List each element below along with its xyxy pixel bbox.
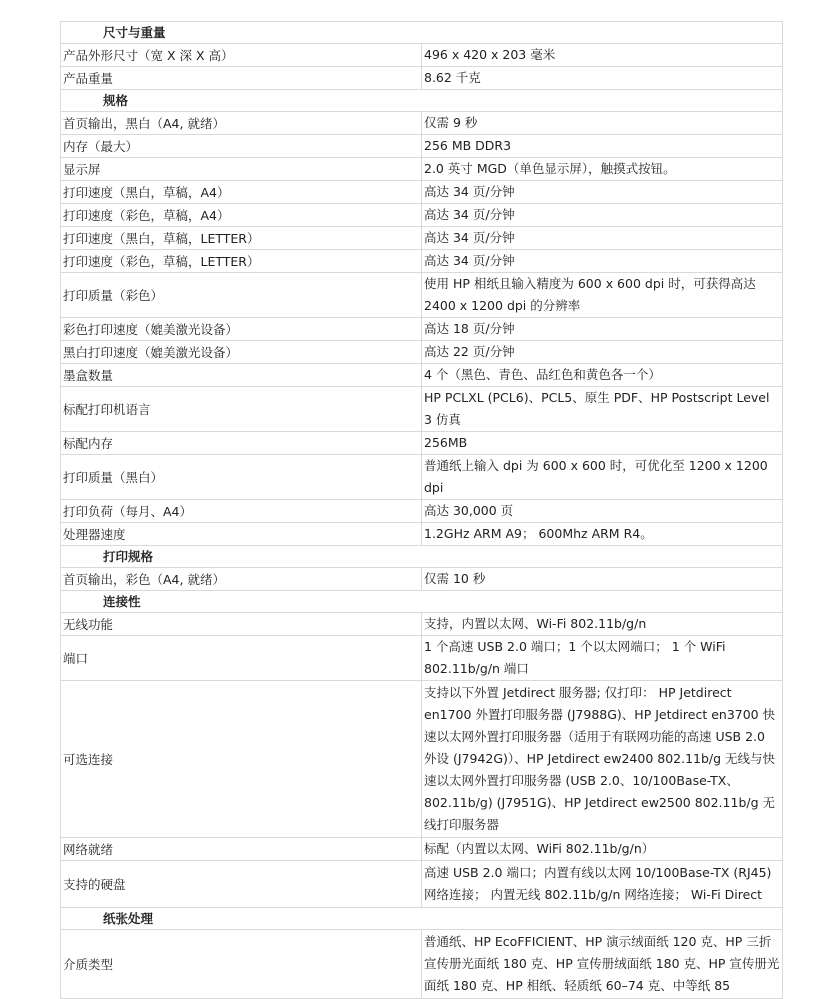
- spec-label: 打印速度（黑白，草稿，LETTER）: [61, 227, 422, 250]
- spec-value: 256MB: [422, 432, 783, 455]
- spec-row: [61, 158, 783, 181]
- spec-value: 1.2GHz ARM A9； 600Mhz ARM R4。: [422, 523, 783, 546]
- spec-row: [61, 341, 783, 364]
- spec-row: [61, 135, 783, 158]
- spec-value: 高达 22 页/分钟: [422, 341, 783, 364]
- spec-label: 可选连接: [61, 681, 422, 838]
- spec-row: [61, 387, 783, 432]
- spec-value: 标配（内置以太网、WiFi 802.11b/g/n）: [422, 838, 783, 861]
- spec-row: [61, 636, 783, 681]
- spec-label: 墨盒数量: [61, 364, 422, 387]
- spec-label: 打印速度（黑白，草稿，A4）: [61, 181, 422, 204]
- spec-value: 高达 34 页/分钟: [422, 250, 783, 273]
- spec-value: HP PCLXL (PCL6)、PCL5、原生 PDF、HP Postscript Level 3 仿真: [422, 387, 783, 432]
- spec-value: 支持以下外置 Jetdirect 服务器; 仅打印： HP Jetdirect en1700 外置打印服务器 (J7988G)、HP Jetdirect en3700 快速以太网外置打印服务器（适用于有联网功能的高速 USB 2.0 外设 (J7942G)）、HP Jetdirect ew2400 802.11b/g 无线与快速以太网外置打印服务器 (USB 2.0、10/100Base-TX、802.11b/g) (J7951G)、HP Jetdirect ew2500 802.11b/g 无线打印服务器: [422, 681, 783, 838]
- spec-row: [61, 67, 783, 90]
- spec-label: 黑白打印速度（媲美激光设备）: [61, 341, 422, 364]
- spec-label: 打印速度（彩色，草稿，A4）: [61, 204, 422, 227]
- spec-row: [61, 318, 783, 341]
- section-header-row: [61, 546, 783, 568]
- spec-row: [61, 250, 783, 273]
- spec-value: 496 x 420 x 203 毫米: [422, 44, 783, 67]
- spec-row: [61, 204, 783, 227]
- spec-label: 标配内存: [61, 432, 422, 455]
- spec-value: 高达 30,000 页: [422, 500, 783, 523]
- section-title: 打印规格: [61, 546, 783, 568]
- spec-label: 打印负荷（每月、A4）: [61, 500, 422, 523]
- section-header-row: [61, 90, 783, 112]
- section-title: 规格: [61, 90, 783, 112]
- spec-value: 高达 18 页/分钟: [422, 318, 783, 341]
- spec-value: 仅需 9 秒: [422, 112, 783, 135]
- spec-label: 产品外形尺寸（宽 X 深 X 高）: [61, 44, 422, 67]
- spec-label: 产品重量: [61, 67, 422, 90]
- spec-row: [61, 273, 783, 318]
- spec-label: 介质类型: [61, 930, 422, 999]
- spec-value: 仅需 10 秒: [422, 568, 783, 591]
- spec-value: 8.62 千克: [422, 67, 783, 90]
- spec-label: 首页输出，黑白（A4, 就绪）: [61, 112, 422, 135]
- spec-value: 普通纸、HP EcoFFICIENT、HP 演示绒面纸 120 克、HP 三折宣传册光面纸 180 克、HP 宣传册绒面纸 180 克、HP 宣传册光面纸 180 克、HP 相纸、轻质纸 60–74 克、中等纸 85: [422, 930, 783, 999]
- section-title: 连接性: [61, 591, 783, 613]
- spec-label: 打印速度（彩色，草稿，LETTER）: [61, 250, 422, 273]
- spec-value: 2.0 英寸 MGD（单色显示屏），触摸式按钮。: [422, 158, 783, 181]
- spec-label: 标配打印机语言: [61, 387, 422, 432]
- spec-row: [61, 112, 783, 135]
- section-title: 纸张处理: [61, 908, 783, 930]
- spec-row: [61, 44, 783, 67]
- spec-row: [61, 838, 783, 861]
- spec-row: [61, 613, 783, 636]
- spec-value: 256 MB DDR3: [422, 135, 783, 158]
- spec-value: 支持，内置以太网、Wi-Fi 802.11b/g/n: [422, 613, 783, 636]
- spec-value: 高达 34 页/分钟: [422, 204, 783, 227]
- spec-row: [61, 227, 783, 250]
- spec-label: 打印质量（黑白）: [61, 455, 422, 500]
- spec-label: 打印质量（彩色）: [61, 273, 422, 318]
- spec-value: 高达 34 页/分钟: [422, 227, 783, 250]
- section-header-row: [61, 591, 783, 613]
- spec-label: 端口: [61, 636, 422, 681]
- spec-row: [61, 861, 783, 908]
- spec-value: 4 个（黑色、青色、品红色和黄色各一个）: [422, 364, 783, 387]
- spec-row: [61, 500, 783, 523]
- spec-table-body: [61, 22, 783, 999]
- spec-value: 普通纸上输入 dpi 为 600 x 600 时，可优化至 1200 x 1200 dpi: [422, 455, 783, 500]
- spec-row: [61, 364, 783, 387]
- spec-label: 网络就绪: [61, 838, 422, 861]
- spec-value: 使用 HP 相纸且输入精度为 600 x 600 dpi 时，可获得高达 2400 x 1200 dpi 的分辨率: [422, 273, 783, 318]
- spec-table: [60, 21, 783, 999]
- spec-row: [61, 181, 783, 204]
- spec-row: [61, 930, 783, 999]
- spec-row: [61, 681, 783, 838]
- spec-row: [61, 455, 783, 500]
- spec-label: 内存（最大）: [61, 135, 422, 158]
- spec-value: 高速 USB 2.0 端口；内置有线以太网 10/100Base-TX (RJ45) 网络连接； 内置无线 802.11b/g/n 网络连接； Wi-Fi Direct: [422, 861, 783, 908]
- spec-label: 处理器速度: [61, 523, 422, 546]
- section-header-row: [61, 22, 783, 44]
- spec-value: 1 个高速 USB 2.0 端口；1 个以太网端口； 1 个 WiFi 802.11b/g/n 端口: [422, 636, 783, 681]
- spec-row: [61, 432, 783, 455]
- spec-value: 高达 34 页/分钟: [422, 181, 783, 204]
- spec-label: 显示屏: [61, 158, 422, 181]
- spec-label: 彩色打印速度（媲美激光设备）: [61, 318, 422, 341]
- spec-row: [61, 568, 783, 591]
- spec-label: 支持的硬盘: [61, 861, 422, 908]
- spec-row: [61, 523, 783, 546]
- section-header-row: [61, 908, 783, 930]
- spec-label: 无线功能: [61, 613, 422, 636]
- spec-label: 首页输出，彩色（A4, 就绪）: [61, 568, 422, 591]
- section-title: 尺寸与重量: [61, 22, 783, 44]
